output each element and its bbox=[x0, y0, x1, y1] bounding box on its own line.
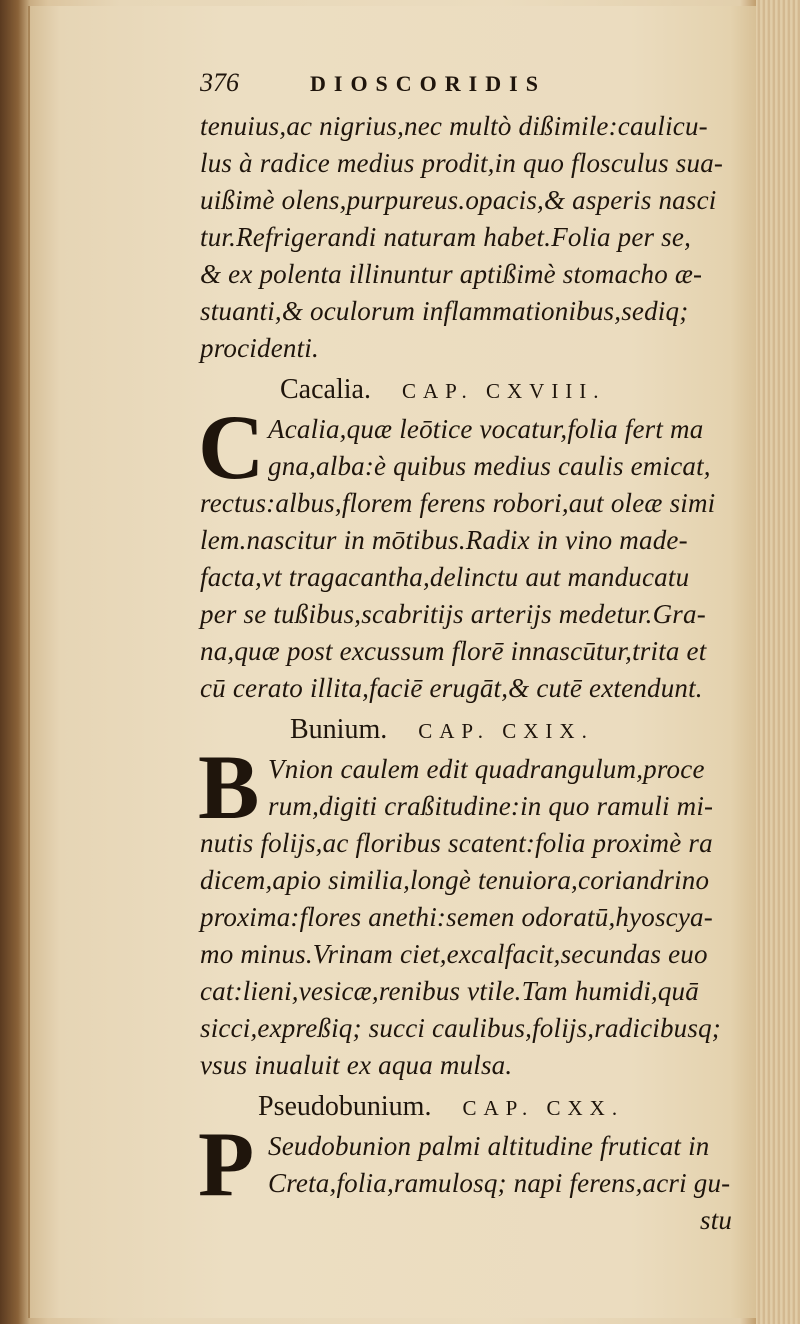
chapter-title: Pseudobunium. bbox=[258, 1091, 432, 1122]
text-line: dicem,apio similia,longè tenuiora,coriandrino bbox=[200, 865, 710, 895]
chapter-number: CAP. CXVIII. bbox=[401, 379, 606, 403]
text-line: rum,digiti craßitudine:in quo ramuli mi- bbox=[268, 791, 714, 821]
chapter-body-pseudobunium bbox=[198, 1113, 760, 1239]
text-line: lus à radice medius prodit,in quo flosculus sua- bbox=[200, 148, 724, 178]
page-number: 376 bbox=[200, 68, 239, 97]
chapter-heading-cacalia bbox=[200, 369, 760, 411]
text-block bbox=[200, 68, 760, 1239]
text-line: tenuius,ac nigrius,nec multò dißimile:caulicu- bbox=[200, 111, 708, 141]
text-line: proxima:flores anethi:semen odoratū,hyoscya- bbox=[200, 902, 713, 932]
paragraph-continued bbox=[200, 108, 760, 367]
text-line: gna,alba:è quibus medius caulis emicat, bbox=[268, 451, 711, 481]
text-line: Creta,folia,ramulosq; napi ferens,acri gu- bbox=[268, 1168, 731, 1198]
text-line: cat:lieni,vesicæ,renibus vtile.Tam humidi,quā bbox=[200, 976, 699, 1006]
text-line: procidenti. bbox=[200, 333, 319, 363]
drop-initial: C bbox=[198, 396, 265, 498]
text-line: Seudobunion palmi altitudine fruticat in bbox=[268, 1131, 710, 1161]
chapter-heading-pseudobunium bbox=[200, 1086, 760, 1128]
text-line: sicci,expreßiq; succi caulibus,folijs,radicibusq; bbox=[200, 1013, 721, 1043]
chapter-number: CAP. CXX. bbox=[462, 1096, 625, 1120]
text-line: lem.nascitur in mōtibus.Radix in vino made- bbox=[200, 525, 688, 555]
chapter-number: CAP. CXIX. bbox=[418, 719, 594, 743]
text-line: Vnion caulem edit quadrangulum,proce bbox=[268, 754, 705, 784]
text-line: vsus inualuit ex aqua mulsa. bbox=[200, 1050, 513, 1080]
text-line: & ex polenta illinuntur aptißimè stomacho æ- bbox=[200, 259, 703, 289]
chapter-body-bunium bbox=[198, 736, 760, 1084]
chapter-title: Cacalia. bbox=[280, 374, 371, 405]
text-line: nutis folijs,ac floribus scatent:folia proximè ra bbox=[200, 828, 713, 858]
running-title: DIOSCORIDIS bbox=[310, 71, 546, 96]
text-line: Acalia,quæ leōtice vocatur,folia fert ma bbox=[268, 414, 704, 444]
text-line: facta,vt tragacantha,delinctu aut manducatu bbox=[200, 562, 690, 592]
text-line: stuanti,& oculorum inflammationibus,sediq; bbox=[200, 296, 689, 326]
drop-initial: P bbox=[198, 1113, 255, 1215]
text-line: mo minus.Vrinam ciet,excalfacit,secundas euo bbox=[200, 939, 708, 969]
text-line: uißimè olens,purpureus.opacis,& asperis nasci bbox=[200, 185, 717, 215]
text-line: rectus:albus,florem ferens robori,aut oleæ simi bbox=[200, 488, 716, 518]
chapter-heading-bunium bbox=[200, 709, 760, 751]
text-line: per se tußibus,scabritijs arterijs medetur.Gra- bbox=[200, 599, 706, 629]
drop-initial: B bbox=[198, 736, 260, 838]
page-edges bbox=[756, 0, 800, 1324]
text-line: tur.Refrigerandi naturam habet.Folia per se, bbox=[200, 222, 692, 252]
page-header bbox=[200, 68, 760, 108]
chapter-body-cacalia bbox=[198, 396, 760, 707]
text-line: cū cerato illita,faciē erugāt,& cutē extendunt. bbox=[200, 673, 703, 703]
catchword: stu bbox=[700, 1205, 733, 1235]
text-line: na,quæ post excussum florē innascūtur,trita et bbox=[200, 636, 707, 666]
chapter-title: Bunium. bbox=[290, 714, 388, 745]
